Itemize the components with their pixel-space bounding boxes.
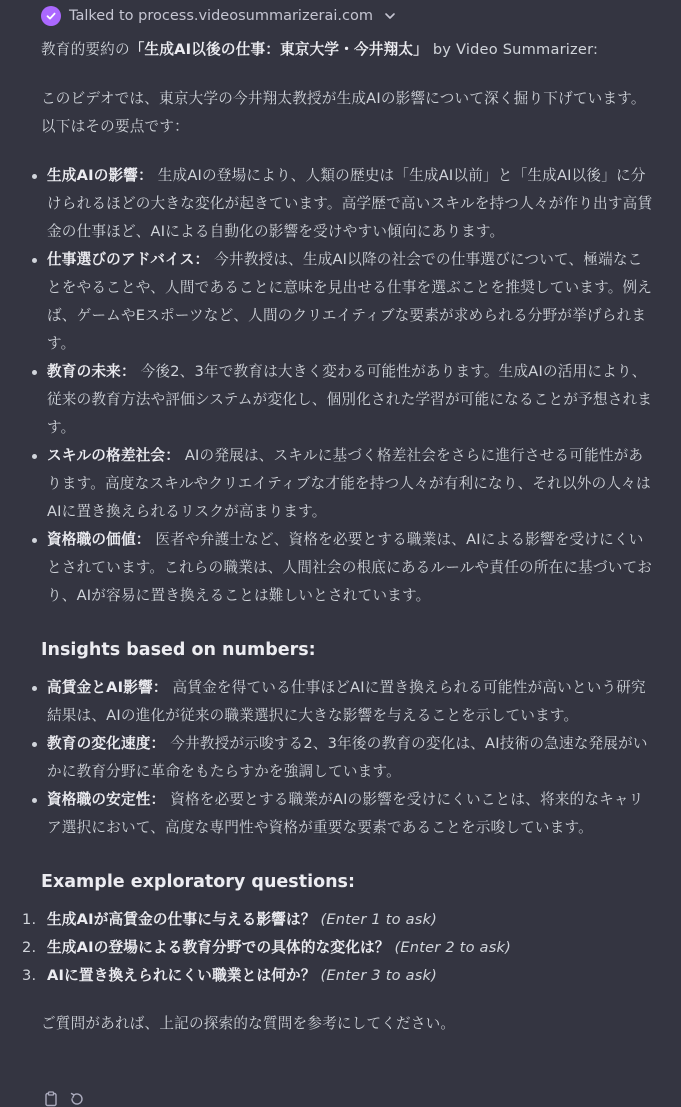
list-item [41,674,657,730]
check-circle-icon [41,6,61,26]
point-text: 今井教授は、生成AI以降の社会での仕事選びについて、極端なことをやることや、人間であることに意味を見出せる仕事を選ぶことを推奨しています。例えば、ゲームやEスポーツなど、人間のクリエイティブな要素が求められる分野が挙げられます。 [47,251,653,352]
summary-source: by Video Summarizer: [432,41,599,58]
question-text: 生成AIが高賃金の仕事に与える影響は？ [47,911,316,928]
questions-list [22,906,657,990]
refresh-icon[interactable] [69,1091,85,1107]
list-item [22,906,657,934]
point-label: スキルの格差社会： [47,447,180,464]
question-hint: (Enter 3 to ask) [320,967,438,984]
list-item [41,246,657,358]
point-label: 資格職の価値： [47,531,151,548]
list-item [41,442,657,526]
clipboard-icon[interactable] [43,1091,59,1107]
insight-text: 今井教授が示唆する2、3年後の教育の変化は、AI技術の急速な発展がいかに教育分野に革命をもたらすかを強調しています。 [47,735,648,780]
question-text: AIに置き換えられにくい職業とは何か？ [47,967,316,984]
plugin-status-text: Talked to process.videosummarizerai.com [69,8,373,24]
intro-paragraph: このビデオでは、東京大学の今井翔太教授が生成AIの影響について深く掘り下げています。以下はその要点です： [41,90,646,135]
insight-text: 高賃金を得ている仕事ほどAIに置き換えられる可能性が高いという研究結果は、AIの進化が従来の職業選択に大きな影響を与えることを示しています。 [47,679,646,724]
plugin-status[interactable] [41,4,397,28]
list-item [41,358,657,442]
question-number: 2. [22,939,37,956]
list-item [22,962,657,990]
video-title: 「生成AI以後の仕事：東京大学・今井翔太」 [129,41,428,58]
point-text: 医者や弁護士など、資格を必要とする職業は、AIによる影響を受けにくいとされています。これらの職業は、人間社会の根底にあるルールや責任の所在に基づいており、AIが容易に置き換えることは難しいとされています。 [47,531,653,604]
insight-label: 高賃金とAI影響： [47,679,168,696]
chevron-down-icon[interactable] [383,9,397,23]
list-item [41,162,657,246]
insight-text: 資格を必要とする職業がAIの影響を受けにくいことは、将来的なキャリア選択において、高度な専門性や資格が重要な要素であることを示唆しています。 [47,791,644,836]
point-text: 今後2、3年で教育は大きく変わる可能性があります。生成AIの活用により、従来の教育方法や評価システムが変化し、個別化された学習が可能になることが予想されます。 [47,363,653,436]
insight-label: 資格職の安定性： [47,791,166,808]
question-number: 1. [22,911,37,928]
insights-list [41,674,657,842]
point-label: 生成AIの影響： [47,167,153,184]
list-item [41,526,657,610]
point-label: 教育の未来： [47,363,136,380]
point-text: 生成AIの登場により、人類の歴史は「生成AI以前」と「生成AI以後」に分けられるほどの大きな変化が起きています。高学歴で高いスキルを持つ人々が作り出す高賃金の仕事ほど、AIによる自動化の影響を受けやすい傾向にあります。 [47,167,653,240]
closing-text: ご質問があれば、上記の探索的な質問を参考にしてください。 [41,1015,456,1032]
point-text: AIの発展は、スキルに基づく格差社会をさらに進行させる可能性があります。高度なスキルやクリエイティブな才能を持つ人々が有利になり、それ以外の人々はAIに置き換えられるリスクが高まります。 [47,447,651,520]
key-points-list [41,162,657,610]
list-item [41,730,657,786]
summary-title-line [41,36,657,64]
insight-label: 教育の変化速度： [47,735,166,752]
insights-heading: Insights based on numbers: [41,640,316,660]
message-content [22,36,657,1038]
list-item [22,934,657,962]
questions-heading: Example exploratory questions: [41,872,355,892]
question-text: 生成AIの登場による教育分野での具体的な変化は？ [47,939,390,956]
point-label: 仕事選びのアドバイス： [47,251,210,268]
question-hint: (Enter 1 to ask) [320,911,438,928]
question-hint: (Enter 2 to ask) [394,939,512,956]
message-actions [43,1091,85,1107]
list-item [41,786,657,842]
question-number: 3. [22,967,37,984]
summary-title-prefix: 教育的要約の [41,41,130,58]
